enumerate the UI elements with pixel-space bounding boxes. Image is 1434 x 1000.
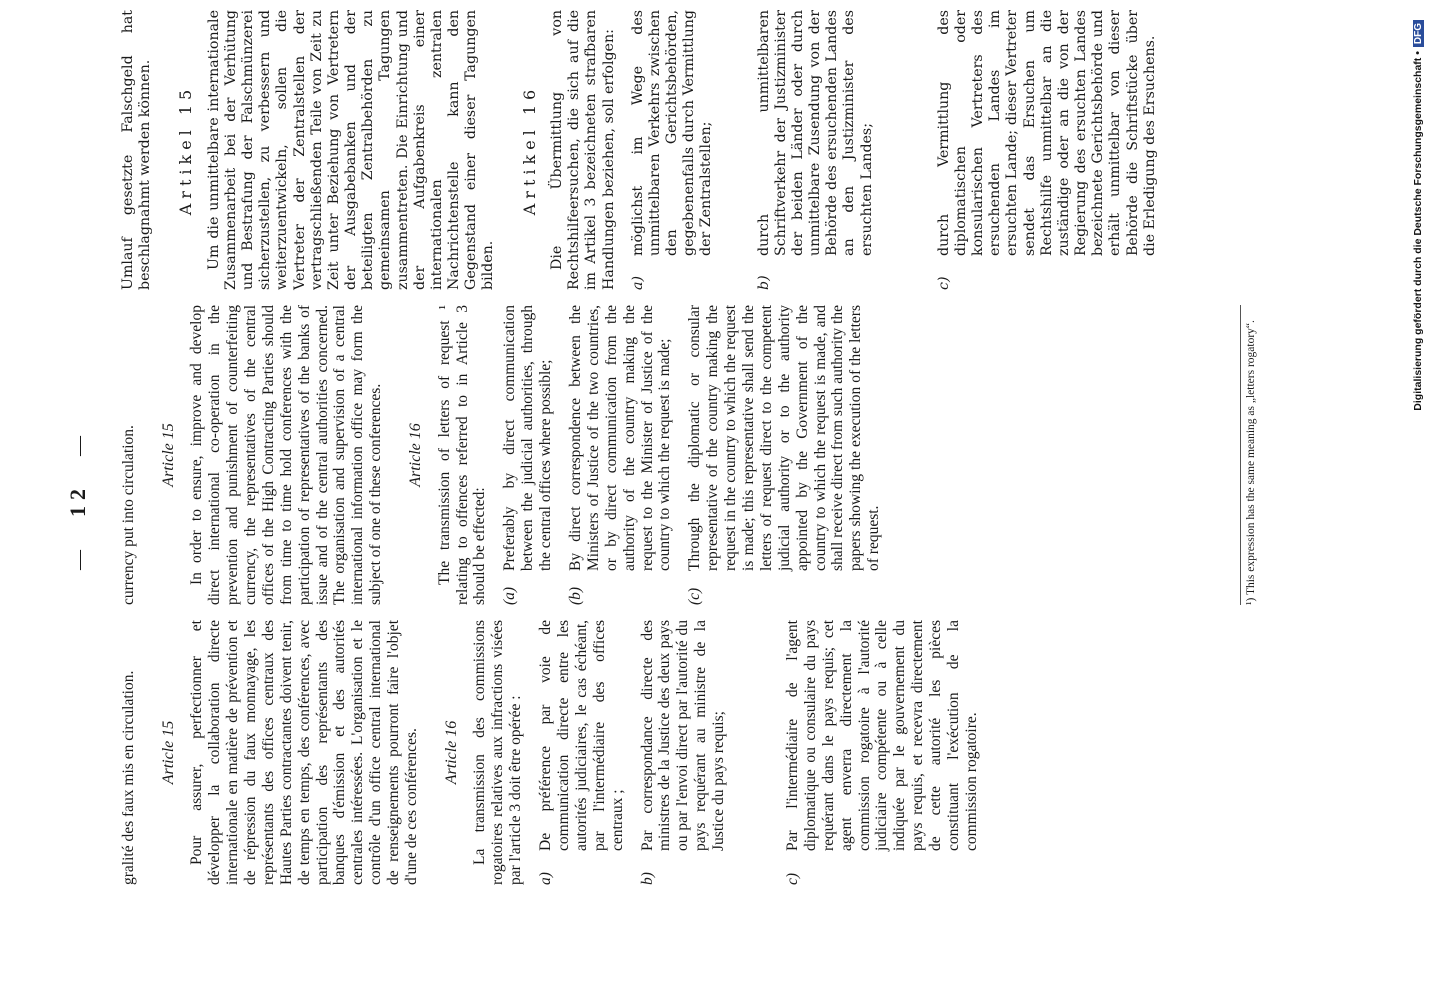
english-art15-title: Article 15 — [159, 423, 177, 487]
item-text: Through the diplomatic or consular representative of the country making the request in the country to which the request is made; this representative shall send the letters of request direct to the competent judicial authority or to the authority appointed by the Government of the country to which the request is made, and shall receive direct from such authority the papers showing the execution of the letters of request. — [686, 305, 883, 571]
english-art16-intro: The transmission of letters of request ¹ relating to offences referred to in Article 3 should be effected: — [435, 305, 489, 605]
item-text: De préférence par voie de communication directe entre les autorités judiciaires, le cas échéant, par l'intermédiaire des offices centraux ; — [537, 620, 626, 851]
french-column — [120, 620, 981, 885]
item-text: By direct correspondence between the Ministers of Justice of the two countries, or by direct communication from the authority of the country making the request to the Minister of Justice of the country to which the request is made; — [566, 305, 674, 571]
page-header — [65, 0, 91, 1000]
item-label: (c) — [686, 587, 704, 605]
french-item-b — [639, 620, 728, 885]
german-art16-title: Artikel 16 — [519, 84, 539, 216]
header-dash-right: — — [68, 430, 90, 456]
english-item-a — [501, 305, 555, 605]
item-text: durch Vermittlung des diplomatischen oder konsularischen Vertreters des ersuchenden Landes im ersuchten Lande; dieser Vertreter sendet das Ersuchen um Rechtshilfe unmittelbar an die zuständige oder an die von der Regierung des ersuchten Landes bezeichnete Gerichtsbehörde und erhält unmittelbar von dieser Behörde die Schriftstücke über die Erledigung des Ersuchens. — [935, 10, 1158, 256]
french-lead: gralité des faux mis en circulation. — [120, 670, 137, 885]
french-art16-title: Article 16 — [442, 720, 460, 785]
item-text: möglichst im Wege des unmittelbaren Verkehrs zwischen den Gerichtsbehörden, gegebenenfalls durch Vermittlung der Zentralstellen; — [629, 10, 715, 256]
french-art15-title: Article 15 — [159, 720, 177, 785]
dfg-logo: DFG — [1413, 20, 1424, 47]
english-art16-title: Article 16 — [407, 423, 425, 487]
german-item-b — [756, 10, 876, 290]
item-text: Par l'intermédiaire de l'agent diplomatique ou consulaire du pays requérant dans le pays requis; cet agent enverra directement la commission rogatoire à l'autorité judiciaire compétente ou à celle indiquée par le gouvernement du pays requis, et recevra directement de cette autorité les pièces constituant l'exécution de la commission rogatoire. — [783, 620, 980, 851]
french-item-c — [784, 620, 981, 885]
english-art15-text: In order to ensure, improve and develop direct international co-operation in the prevention and punishment of counterfeiting currency, the representatives of the central offices of the High Contracting Parties should from time to time hold conferences with the participation of representatives of the banks of issue and of the central authorities concerned. The organisation and supervision of a central international information office may form the subject of one of these conferences. — [188, 305, 385, 605]
item-label: b) — [755, 275, 772, 290]
german-lead: Umlauf gesetzte Falschgeld hat beschlagnahmt werden können. — [120, 10, 154, 290]
german-art15-title: Artikel 15 — [176, 84, 196, 216]
english-item-c — [686, 305, 883, 605]
german-art15-text: Um die unmittelbare internationale Zusammenarbeit bei der Verhütung und Bestrafung der Falschmünzerei sicherzustellen, zu verbessern und weiterzuentwickeln, sollen die Vertreter der Zentralstellen der vertragschließenden Teile von Zeit zu Zeit unter Beziehung von Vertretern der Ausgabebanken und der beteiligten Zentralbehörden zu gemeinsamen Tagungen zusammentreten. Die Einrichtung und der Aufgabenkreis einer internationalen zentralen Nachrichtenstelle kann den Gegenstand einer dieser Tagungen bilden. — [205, 10, 497, 290]
english-column — [120, 305, 883, 605]
german-art16-intro: Die Übermittlung von Rechtshilfeersuchen, die sich auf die im Artikel 3 bezeichneten strafbaren Handlungen beziehen, soll erfolgen: — [548, 10, 617, 290]
item-text: Par correspondance directe des ministres de la Justice des deux pays ou par l'envoi direct par l'autorité du pays requérant au ministre de la Justice du pays requis; — [638, 620, 728, 851]
english-item-b — [567, 305, 674, 605]
item-text: durch unmittelbaren Schriftverkehr der Justizminister der beiden Länder oder durch unmittelbare Zusendung von der Behörde des ersuchenden Landes an den Justizminister des ersuchten Landes; — [755, 10, 875, 256]
page-number: 12 — [65, 483, 90, 517]
item-label: c) — [935, 276, 952, 290]
german-item-c — [936, 10, 1159, 290]
header-dash-left: — — [68, 544, 90, 570]
english-footnote: ¹) This expression has the same meaning as „letters rogatory“. — [1240, 305, 1259, 605]
credit-text: Digitalisierung gefördert durch die Deutsche Forschungsgemeinschaft • — [1412, 51, 1424, 411]
item-label: (b) — [566, 586, 584, 605]
french-item-a — [537, 620, 626, 885]
french-art15-text: Pour assurer, perfectionner et développer la collaboration directe internationale en matière de prévention et de répression du faux monnayage, les représentants des offices centraux des Hautes Parties contractantes doivent tenir, de temps en temps, des conférences, avec participation des représentants des banques d'émission et des autorités centrales intéressées. L'organisation et le contrôle d'un office central international de renseignements pourront faire l'objet d'une de ces conférences. — [188, 620, 421, 885]
item-label: (a) — [501, 586, 519, 605]
item-label: a) — [629, 276, 646, 290]
german-item-a — [630, 10, 716, 290]
item-label: b) — [638, 872, 656, 885]
german-column — [120, 10, 1159, 290]
item-label: a) — [537, 872, 555, 885]
french-art16-intro: La transmission des commissions rogatoires relatives aux infractions visées par l'article 3 doit être opérée : — [471, 620, 525, 885]
digitization-credit — [1412, 0, 1434, 1000]
english-lead: currency put into circulation. — [120, 425, 137, 605]
item-label: c) — [783, 872, 801, 885]
item-text: Preferably by direct communication between the judicial authorities, through the central offices where possible; — [501, 305, 555, 571]
